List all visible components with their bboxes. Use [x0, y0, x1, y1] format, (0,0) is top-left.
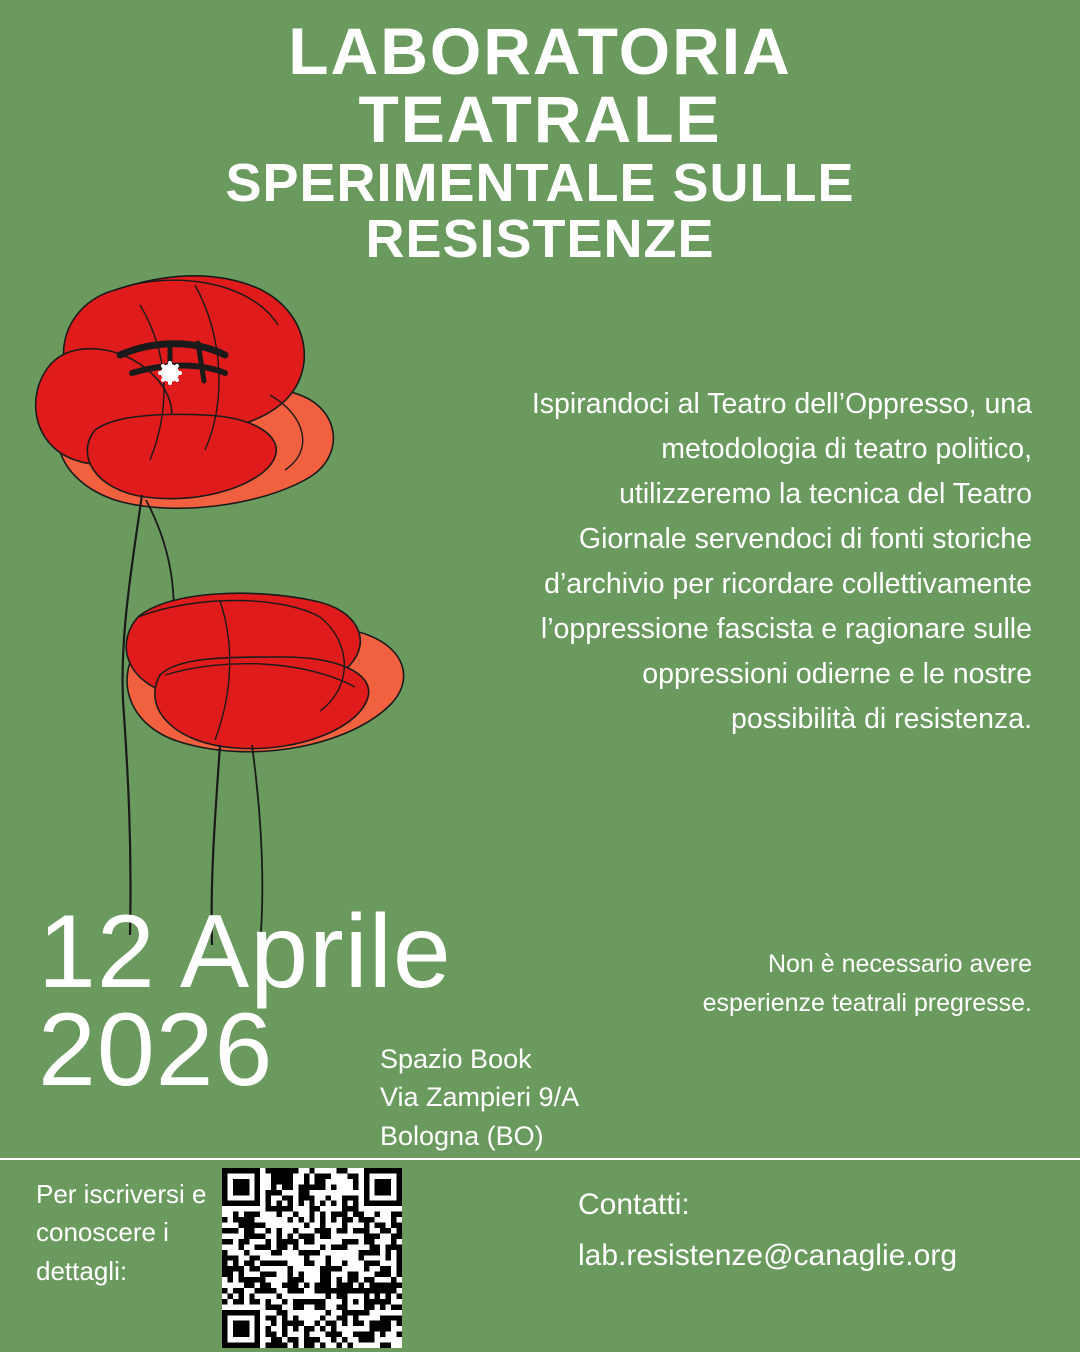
page-title	[0, 14, 1080, 269]
event-date-year: 2026	[38, 991, 274, 1108]
poppy-flowers-illustration	[20, 245, 480, 945]
venue-block	[380, 1040, 579, 1155]
contacts-label: Contatti:	[578, 1188, 690, 1221]
venue-city: Bologna (BO)	[380, 1120, 544, 1151]
title-line-1: LABORATORIA	[288, 14, 792, 88]
description-text: Ispirandoci al Teatro dell’Oppresso, una metodologia di teatro politico, utilizzeremo la tecnica del Teatro Giornale servendoci di fonti storiche d’archivio per ricordare collettivamente l’oppressione fascista e ragionare sulle oppressioni odierne e le nostre possibilità di resistenza.	[531, 388, 1032, 736]
title-line-2: TEATRALE	[358, 82, 722, 156]
event-date-day: 12 Aprile	[38, 894, 452, 1010]
venue-street: Via Zampieri 9/A	[380, 1082, 580, 1113]
contacts-block	[578, 1182, 957, 1278]
contact-email[interactable]: lab.resistenze@canaglie.org	[578, 1239, 957, 1272]
venue-name: Spazio Book	[380, 1044, 532, 1074]
qr-code[interactable]	[222, 1168, 402, 1348]
poppy-lower	[126, 593, 403, 945]
title-line-3: SPERIMENTALE SULLE	[225, 153, 855, 213]
title-line-4: RESISTENZE	[365, 209, 715, 269]
signup-label: Per iscriversi e conoscere i dettagli:	[36, 1179, 207, 1286]
note-text: Non è necessario avere esperienze teatrali pregresse.	[702, 950, 1032, 1017]
